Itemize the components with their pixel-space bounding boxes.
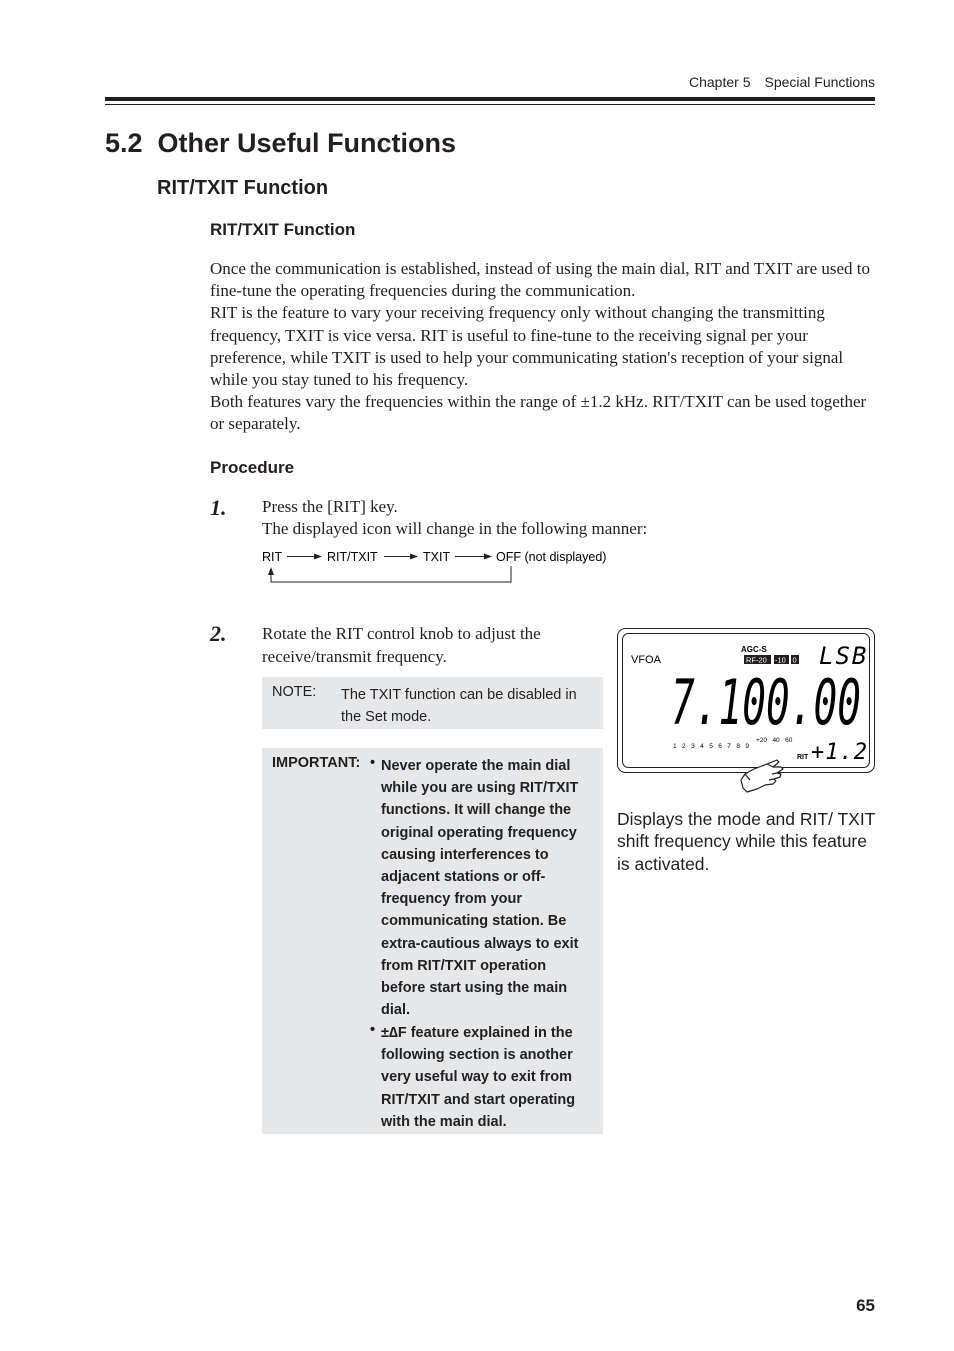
flow-arrowhead-2 <box>410 554 418 560</box>
lcd-scale-plus: +20 40 60 <box>756 737 793 744</box>
subsection-title: RIT/TXIT Function <box>157 177 329 199</box>
flow-off-label: OFF (not displayed) <box>496 550 607 564</box>
flow-return-arrowhead <box>268 567 274 575</box>
important-bullet-2: ±∆F feature explained in the following section is another very useful way to exit from RIT/TXIT and start operating with the main dial. <box>381 1025 576 1130</box>
step-1-line-2: The displayed icon will change in the following manner: <box>262 519 648 539</box>
section-title: 5.2 Other Useful Functions <box>105 128 457 158</box>
flow-rittxit-label: RIT/TXIT <box>327 550 378 564</box>
page-header <box>689 74 875 90</box>
lcd-agc-label: AGC-S <box>741 645 767 654</box>
lcd-rit-label: RIT <box>797 754 809 761</box>
rit-cycle-diagram <box>262 546 622 586</box>
important-label: IMPORTANT: <box>272 755 361 771</box>
lcd-mode: LSB <box>819 642 869 670</box>
flow-txit-label: TXIT <box>423 550 451 564</box>
flow-return-line <box>271 566 511 582</box>
display-caption: Displays the mode and RIT/ TXIT shift frequency while this feature is activated. <box>617 809 876 874</box>
lcd-frequency: 7.100.00 <box>671 666 861 739</box>
flow-arrowhead-3 <box>484 554 492 560</box>
lcd-att1-label: -10 <box>775 655 786 665</box>
header-section: Special Functions <box>764 74 875 90</box>
header-rule-thin <box>105 104 875 105</box>
step-1-line-1: Press the [RIT] key. <box>262 497 398 516</box>
intro-paragraph-3: Both features vary the frequencies within the range of ±1.2 kHz. RIT/TXIT can be used together or separately. <box>210 392 867 434</box>
lcd-vfo-label: VFOA <box>631 654 661 666</box>
procedure-heading: Procedure <box>210 458 295 477</box>
lcd-display-illustration <box>617 628 875 773</box>
step-2-text: Rotate the RIT control knob to adjust the receive/transmit frequency. <box>262 624 541 666</box>
important-bullet-1-marker: • <box>370 755 376 771</box>
note-text: The TXIT function can be disabled in the Set mode. <box>341 687 577 725</box>
page-number: 65 <box>856 1296 875 1315</box>
lcd-rf-label: RF-20 <box>746 655 767 665</box>
step-1-text <box>262 496 647 540</box>
important-box <box>262 748 603 1134</box>
header-rule-thick <box>105 97 875 101</box>
step-1-number: 1. <box>210 495 227 520</box>
important-bullet-1: Never operate the main dial while you are using RIT/TXIT functions. It will change the original operating frequency causing interferences to adjacent stations or off-frequency from your communicating station. Be extra-cautious always to exit from RIT/TXIT operation before start using the main dial. <box>381 758 579 1019</box>
intro-text <box>210 258 882 436</box>
note-box <box>262 677 603 729</box>
header-chapter: Chapter 5 <box>689 74 751 90</box>
important-bullet-2-marker: • <box>370 1022 376 1038</box>
lcd-rit-value: +1.2 <box>811 740 868 765</box>
subsubsection-title: RIT/TXIT Function <box>210 220 356 239</box>
step-2-number: 2. <box>210 621 227 646</box>
flow-arrowhead-1 <box>314 554 322 560</box>
intro-paragraph-1: Once the communication is established, instead of using the main dial, RIT and TXIT are used to fine-tune the operating frequencies during the communication. <box>210 259 871 301</box>
lcd-att2-label: 0 <box>792 655 797 665</box>
note-label: NOTE: <box>272 684 317 700</box>
lcd-scale: 1 2 3 4 5 6 7 8 9 <box>673 743 749 750</box>
intro-paragraph-2: RIT is the feature to vary your receiving frequency only without changing the transmitting frequency, TXIT is vice versa. RIT is useful to fine-tune to the receiving signal per your preference, while TXIT is used to help your communicating station's reception of your signal while you stay tuned to his frequency. <box>210 303 844 390</box>
flow-rit-label: RIT <box>262 550 283 564</box>
